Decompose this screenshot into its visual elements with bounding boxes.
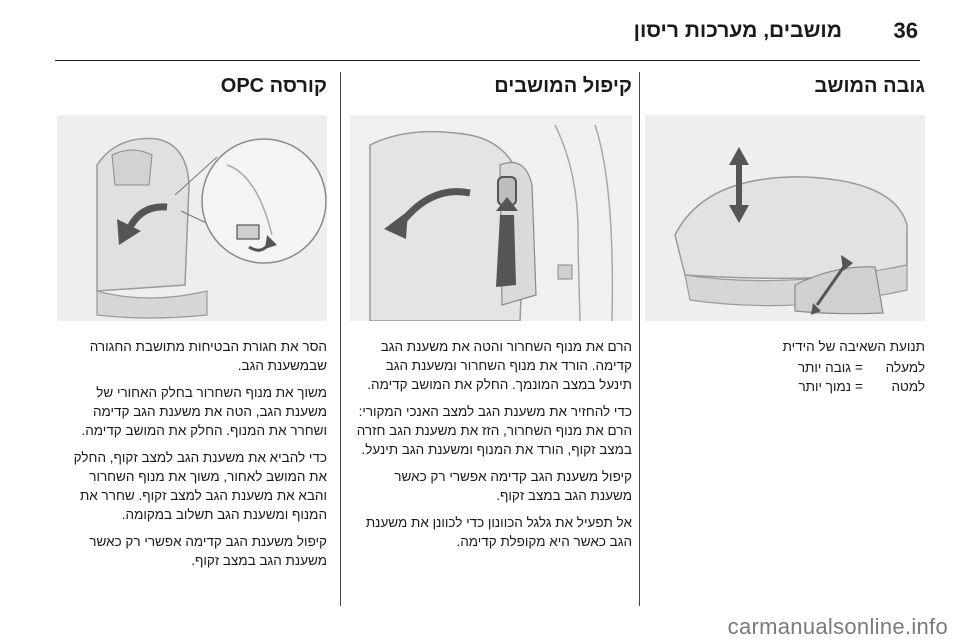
pair-value: נמוך יותר [798, 379, 851, 394]
seat-height-text [645, 337, 925, 356]
section-title: קורסה OPC [220, 75, 327, 97]
opc-seat-drawing [57, 115, 327, 321]
section-seat-height [645, 75, 925, 396]
seat-fold-illustration [350, 115, 632, 321]
opc-seat-text [57, 337, 327, 570]
paragraph: הרם את מנוף השחרור והטה את משענת הגב קדימה. הורד את מנוף השחרור ומשענת הגב תינעל במצב המונמך. החלק את המושב קדימה. [367, 339, 632, 392]
pair-eq: = [855, 379, 863, 394]
seat-fold-text [350, 337, 632, 551]
paragraph: משוך את מנוף השחרור בחלק האחורי של משענת הגב, הטה את משענת הגב קדימה ושחרר את המנוף. החלק את המושב קדימה. [81, 385, 327, 438]
page-title: מושבים, מערכות ריסון [633, 19, 842, 42]
pair-key: למעלה [885, 360, 925, 375]
header-rule [55, 60, 920, 61]
watermark: carmanualsonline.info [727, 614, 948, 639]
section-title: גובה המושב [814, 75, 925, 97]
seat-height-drawing [645, 115, 925, 321]
seat-height-pairs [645, 358, 925, 396]
pair-row-down [645, 377, 925, 396]
pair-eq: = [855, 360, 863, 375]
pair-key: למטה [891, 379, 925, 394]
seat-height-illustration [645, 115, 925, 321]
paragraph: הסר את חגורת הבטיחות מתושבת החגורה שבמשענת הגב. [89, 339, 327, 373]
page-header [0, 0, 960, 58]
page-number: 36 [893, 18, 918, 43]
seat-height-intro: תנועת השאיבה של הידית [782, 339, 925, 354]
seat-fold-drawing [350, 115, 632, 321]
column-divider [639, 72, 640, 606]
pair-value: גובה יותר [797, 360, 851, 375]
section-seat-fold [350, 75, 632, 559]
opc-seat-illustration [57, 115, 327, 321]
section-opc-seat [57, 75, 327, 578]
column-divider [340, 72, 341, 606]
pair-row-up [645, 358, 925, 377]
paragraph: כדי להביא את משענת הגב למצב זקוף, החלק את המושב לאחור, משוך את מנוף השחרור והבא את משענת הגב למצב זקוף. שחרר את המנוף ומשענת הגב תשלוב במקומה. [73, 450, 327, 522]
paragraph: קיפול משענת הגב קדימה אפשרי רק כאשר משענת הגב במצב זקוף. [89, 534, 327, 568]
section-title: קיפול המושבים [494, 75, 632, 97]
paragraph: אל תפעיל את גלגל הכוונון כדי לכוונן את משענת הגב כאשר היא מקופלת קדימה. [365, 515, 632, 549]
paragraph: כדי להחזיר את משענת הגב למצב האנכי המקורי: הרם את מנוף השחרור, הזז את משענת הגב חזרה במצב זקוף, הורד את המנוף ומשענת הגב תינעל. [356, 404, 632, 457]
paragraph: קיפול משענת הגב קדימה אפשרי רק כאשר משענת הגב במצב זקוף. [394, 469, 632, 503]
